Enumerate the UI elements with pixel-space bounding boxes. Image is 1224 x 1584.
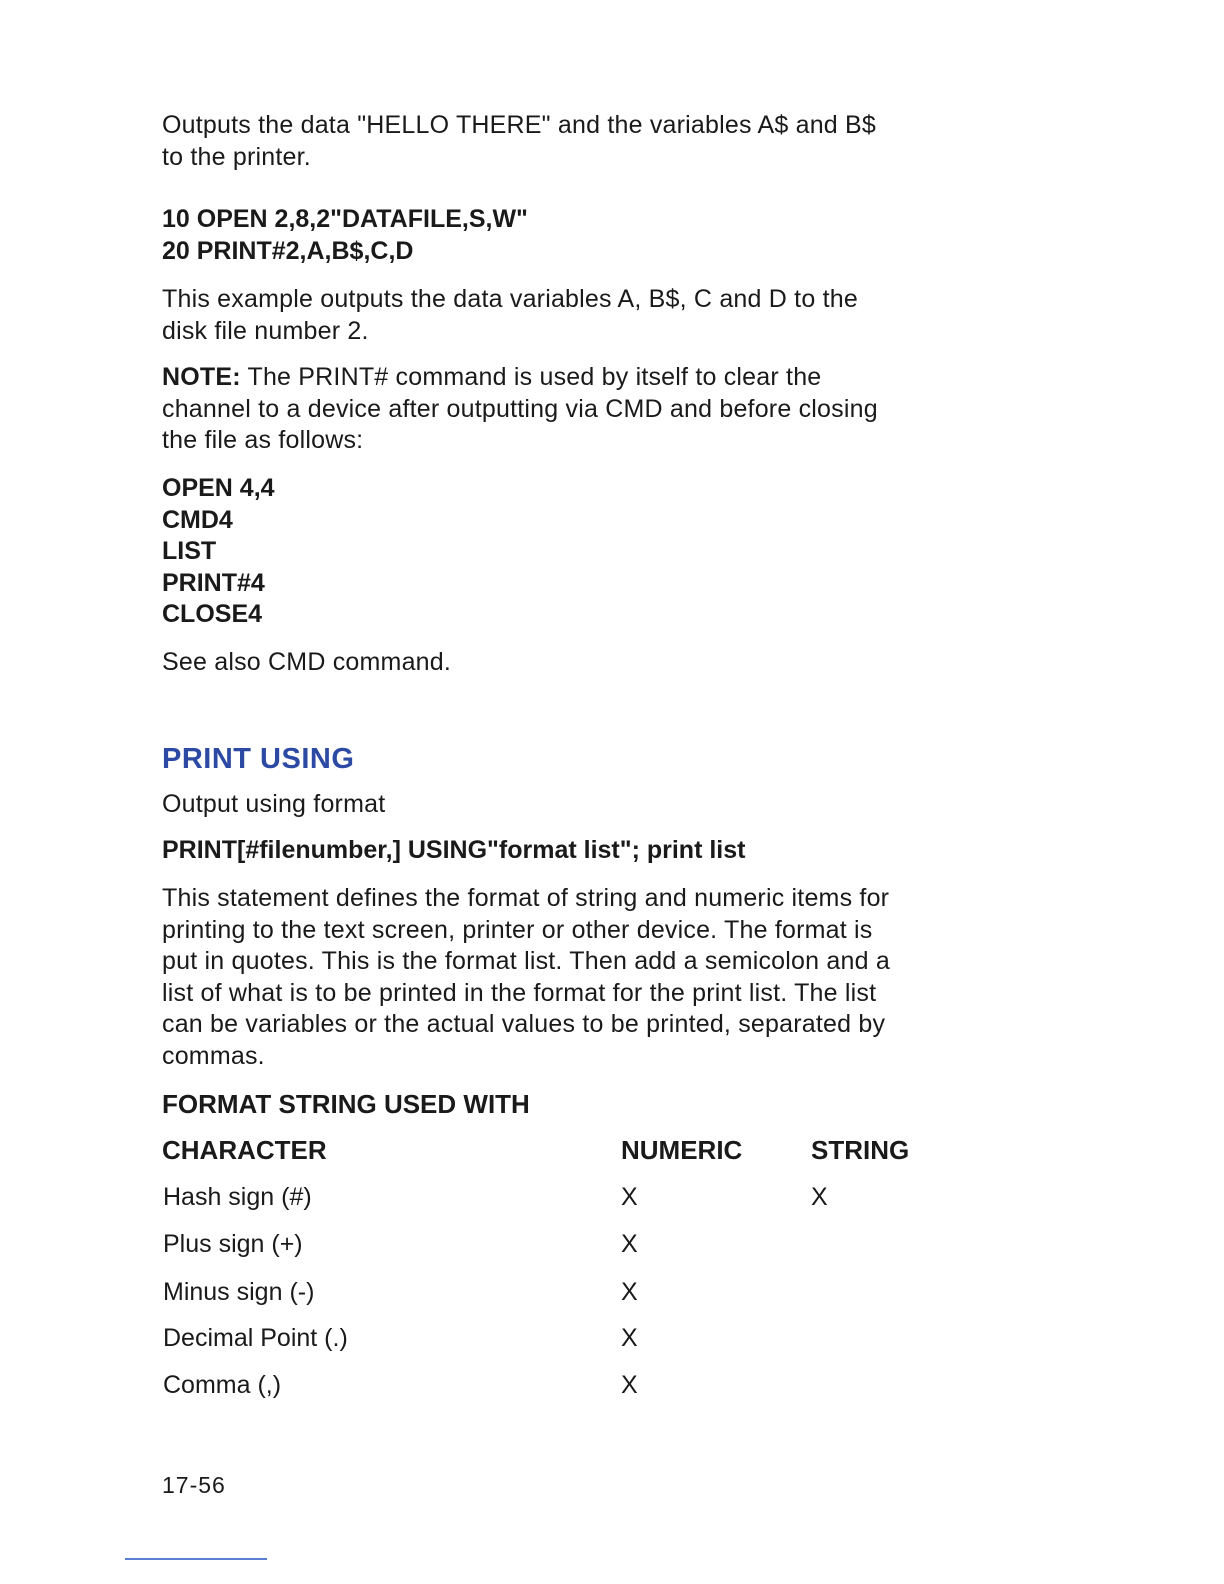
code-line: CLOSE4 xyxy=(162,600,263,628)
desc-line: This statement defines the format of string and numeric items for xyxy=(162,884,890,912)
code-line: CMD4 xyxy=(162,505,233,534)
code-line: LIST xyxy=(162,537,217,565)
desc-line: can be variables or the actual values to be printed, separated by xyxy=(162,1010,886,1038)
section-heading: PRINT USING xyxy=(162,743,355,775)
table-cell-character: Decimal Point (.) xyxy=(163,1324,348,1352)
desc-line: printing to the text screen, printer or other device. The format is xyxy=(162,915,873,944)
desc-line: list of what is to be printed in the format for the print list. The list xyxy=(162,978,877,1007)
note-line-2: channel to a device after outputting via CMD and before closing xyxy=(162,394,878,423)
example1-description xyxy=(162,284,858,347)
note-paragraph xyxy=(162,362,878,457)
code-line: PRINT#4 xyxy=(162,568,265,597)
note-line-1 xyxy=(162,362,878,394)
table-cell-numeric: X xyxy=(621,1371,638,1399)
desc-line: put in quotes. This is the format list. Then add a semicolon and a xyxy=(162,947,890,975)
intro-paragraph xyxy=(162,110,876,173)
table-cell-character: Hash sign (#) xyxy=(163,1183,312,1211)
table-cell-numeric: X xyxy=(621,1278,638,1306)
note-text: The PRINT# command is used by itself to clear the xyxy=(240,363,822,391)
code-line: OPEN 4,4 xyxy=(162,474,275,502)
table-cell-character: Comma (,) xyxy=(163,1371,282,1399)
note-label: NOTE: xyxy=(162,363,241,391)
footer-rule xyxy=(125,1558,267,1560)
desc-line: disk file number 2. xyxy=(162,316,369,345)
example1-code xyxy=(162,204,528,267)
code-line: 10 OPEN 2,8,2"DATAFILE,S,W" xyxy=(162,205,528,233)
example2-code xyxy=(162,473,275,631)
table-cell-character: Plus sign (+) xyxy=(163,1230,303,1258)
print-using-description xyxy=(162,883,890,1072)
table-cell-string: X xyxy=(811,1183,828,1211)
table-cell-character: Minus sign (-) xyxy=(163,1278,315,1306)
syntax-line: PRINT[#filenumber,] USING"format list"; print list xyxy=(162,836,746,864)
section-subtitle: Output using format xyxy=(162,790,386,818)
column-header-string: STRING xyxy=(811,1135,910,1165)
desc-line: commas. xyxy=(162,1041,265,1070)
page-number: 17-56 xyxy=(162,1472,226,1498)
table-cell-numeric: X xyxy=(621,1183,638,1211)
table-caption: FORMAT STRING USED WITH xyxy=(162,1089,530,1119)
see-also: See also CMD command. xyxy=(162,648,452,676)
intro-line-1: Outputs the data "HELLO THERE" and the variables A$ and B$ xyxy=(162,111,877,139)
column-header-numeric: NUMERIC xyxy=(621,1135,743,1165)
desc-line: This example outputs the data variables A, B$, C and D to the xyxy=(162,285,858,313)
table-cell-numeric: X xyxy=(621,1324,638,1352)
note-line-3: the file as follows: xyxy=(162,426,364,454)
table-cell-numeric: X xyxy=(621,1230,638,1258)
column-header-character: CHARACTER xyxy=(162,1135,327,1165)
code-line: 20 PRINT#2,A,B$,C,D xyxy=(162,236,414,265)
intro-line-2: to the printer. xyxy=(162,142,311,171)
